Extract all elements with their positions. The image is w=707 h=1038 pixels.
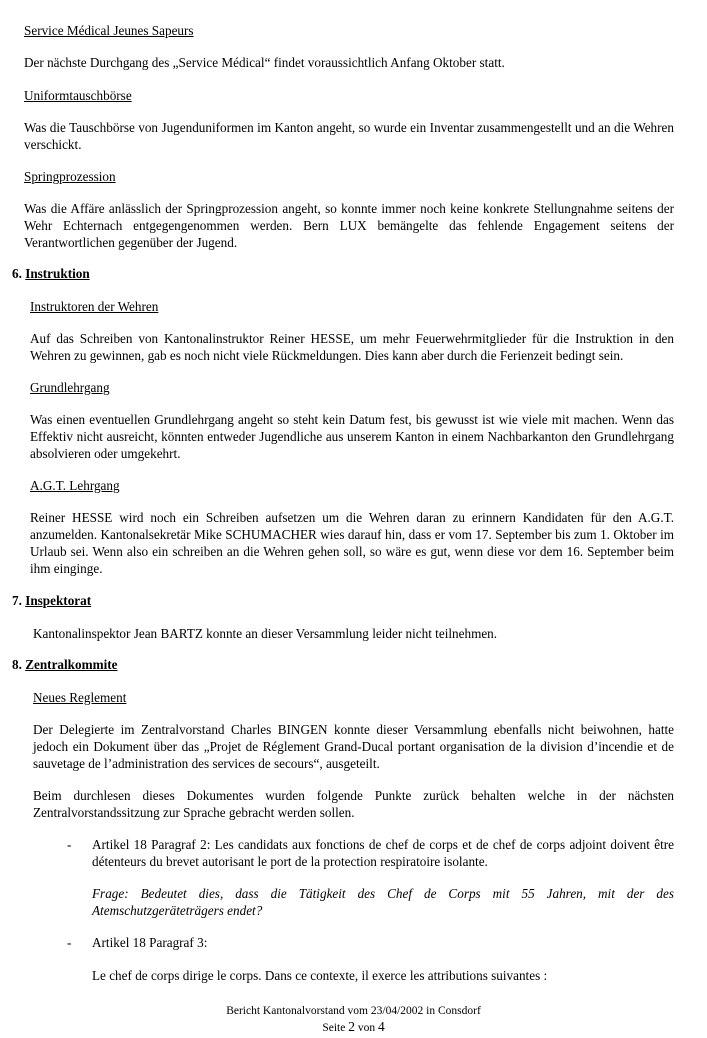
subheading-instruktoren: Instruktoren der Wehren <box>30 299 159 314</box>
paragraph-service-medical: Der nächste Durchgang des „Service Médical“ findet voraussichtlich Anfang Oktober statt. <box>24 55 505 70</box>
heading-number: 8. <box>12 657 22 672</box>
heading-number: 6. <box>12 266 22 281</box>
page-mid: von <box>357 1022 376 1034</box>
heading-title: Inspektorat <box>25 593 92 608</box>
paragraph-springprozession: Was die Affäre anlässlich der Springprozession angeht, so konnte immer noch keine konkrete Stellungnahme seitens der Wehr Echternach entgegengenommen werden. Bern LUX bemängelte das fehlende Engagement seitens der Verantwortlichen gegenüber der Jugend. <box>24 201 674 250</box>
heading-inspektorat <box>12 592 91 609</box>
subheading-service-medical: Service Médical Jeunes Sapeurs <box>24 23 194 38</box>
heading-number: 7. <box>12 593 22 608</box>
subheading-grundlehrgang: Grundlehrgang <box>30 380 110 395</box>
paragraph-inspektorat: Kantonalinspektor Jean BARTZ konnte an dieser Versammlung leider nicht teilnehmen. <box>33 626 498 641</box>
paragraph-uniformtauschboerse: Was die Tauschbörse von Jugenduniformen im Kanton angeht, so wurde ein Inventar zusammengestellt und an die Wehren verschickt. <box>24 120 674 152</box>
heading-title: Instruktion <box>25 266 90 281</box>
subheading-springprozession: Springprozession <box>24 169 116 184</box>
heading-zentralkommite <box>12 656 117 673</box>
paragraph-durchlesen: Beim durchlesen dieses Dokumentes wurden folgende Punkte zurück behalten welche in der nächsten Zentralvorstandssitzung zur Sprache gebracht werden sollen. <box>33 788 674 820</box>
subheading-agt-lehrgang: A.G.T. Lehrgang <box>30 478 120 493</box>
bullet-subtext: Le chef de corps dirige le corps. Dans ce contexte, il exerce les attributions suivantes : <box>92 968 548 983</box>
bullet-artikel-18-3: Artikel 18 Paragraf 3: <box>92 935 208 950</box>
heading-instruktion <box>12 265 90 282</box>
page-total: 4 <box>377 1019 385 1034</box>
heading-title: Zentralkommite <box>25 657 118 672</box>
subheading-uniformtauschboerse: Uniformtauschbörse <box>24 88 132 103</box>
paragraph-instruktoren: Auf das Schreiben von Kantonalinstruktor Reiner HESSE, um mehr Feuerwehrmitglieder für die Instruktion in den Wehren zu gewinnen, gab es noch nicht viele Rückmeldungen. Dies kann aber durch die Ferienzeit bedingt sein. <box>30 331 674 363</box>
bullet-artikel-18-2: Artikel 18 Paragraf 2: Les candidats aux fonctions de chef de corps et de chef de corps adjoint doivent être détenteurs du brevet autorisant le port de la protection respiratoire isolante. <box>92 837 674 869</box>
footer-report-line: Bericht Kantonalvorstand vom 23/04/2002 in Consdorf <box>226 1005 481 1017</box>
bullet-marker: - <box>67 935 72 950</box>
page-prefix: Seite <box>322 1022 346 1034</box>
paragraph-grundlehrgang: Was einen eventuellen Grundlehrgang angeht so steht kein Datum fest, bis gewusst ist wie viele mit machen. Wenn das Effektiv nicht ausreicht, könnten entweder Jugendliche aus unserem Kanton in einem Nachbarkanton den Grundlehrgang absolvieren oder umgekehrt. <box>30 412 674 461</box>
bullet-marker: - <box>67 837 72 852</box>
bullet-question: Frage: Bedeutet dies, dass die Tätigkeit des Chef de Corps mit 55 Jahren, mit der des Atemschutzgeräteträgers endet? <box>92 886 674 918</box>
subheading-neues-reglement: Neues Reglement <box>33 690 127 705</box>
paragraph-neues-reglement: Der Delegierte im Zentralvorstand Charles BINGEN konnte dieser Versammlung ebenfalls nicht beiwohnen, hatte jedoch ein Dokument über das „Projet de Réglement Grand-Ducal portant organisation de la division d’incendie et de sauvetage de l’administration des services de secours“, ausgeteilt. <box>33 722 674 771</box>
paragraph-agt-lehrgang: Reiner HESSE wird noch ein Schreiben aufsetzen um die Wehren daran zu erinnern Kandidaten für den A.G.T. anzumelden. Kantonalsekretär Mike SCHUMACHER wies darauf hin, dass er vom 17. September bis zum 1. Oktober im Urlaub sei. Wenn also ein schreiben an die Wehren gehen soll, so wäre es gut, wenn diese vor dem 16. September beim ihm einginge. <box>30 510 674 576</box>
footer-page-number <box>0 1019 707 1036</box>
page-current: 2 <box>348 1019 355 1034</box>
